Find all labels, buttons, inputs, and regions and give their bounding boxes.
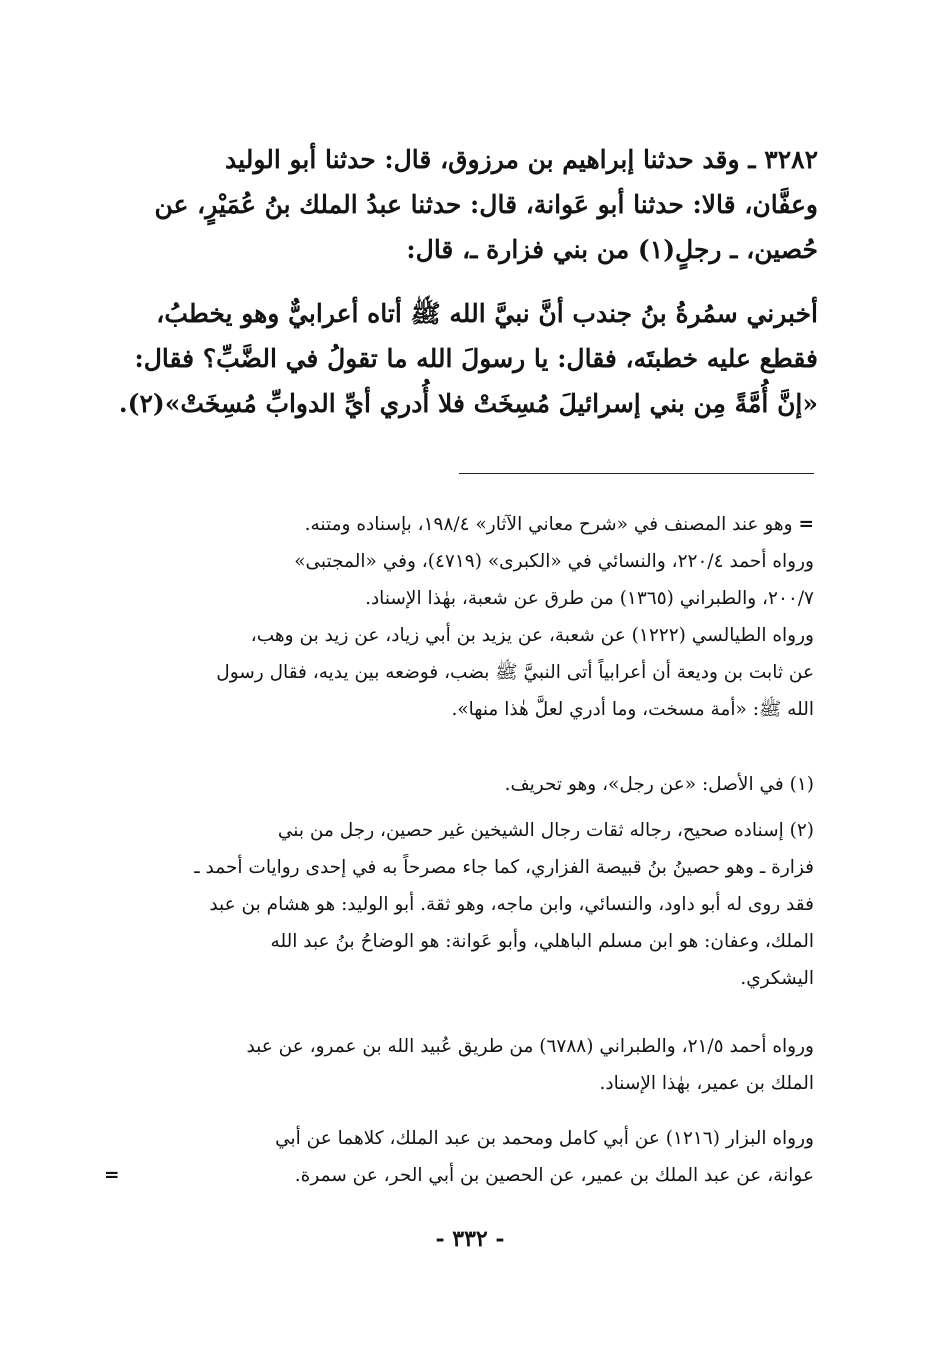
footnote-line: ورواه أحمد ٢١/٥، والطبراني (٦٧٨٨) من طريق عُبيد الله بن عمرو، عن عبد bbox=[246, 1036, 814, 1057]
footnote-line: ورواه الطيالسي (١٢٢٢) عن شعبة، عن يزيد بن أبي زياد، عن زيد بن وهب، bbox=[250, 625, 814, 646]
page-number: - ٣٣٢ - bbox=[435, 1226, 505, 1252]
footnote-1 bbox=[104, 766, 814, 803]
footnote-line: عن ثابت بن وديعة أن أعرابياً أتى النبيَّ ﷺ بضب، فوضعه بين يديه، فقال رسول bbox=[216, 662, 814, 683]
footnote-line: فزارة ـ وهو حصينُ بنُ قبيصة الفزاري، كما جاء مصرحاً به في إحدى روايات أحمد ـ bbox=[194, 857, 814, 878]
footnote-line: عوانة، عن عبد الملك بن عمير، عن الحصين بن أبي الحر، عن سمرة. = bbox=[104, 1157, 814, 1194]
isnad-line-2: وعفَّان، قالا: حدثنا أبو عَوانة، قال: حدثنا عبدُ الملك بنُ عُمَيْرٍ، عن bbox=[154, 190, 818, 219]
footnote-line: ورواه أحمد ٢٢٠/٤، والنسائي في «الكبرى» (٤٧١٩)، وفي «المجتبى» bbox=[294, 551, 814, 572]
matn-line-1: أخبرني سمُرةُ بنُ جندب أنَّ نبيَّ الله ﷺ أتاه أعرابيٌّ وهو يخطبُ، bbox=[156, 299, 818, 328]
footnotes-continued bbox=[104, 506, 814, 728]
footnote-2 bbox=[104, 812, 814, 997]
footnote-line: = وهو عند المصنف في «شرح معاني الآثار» ١٩٨/٤، بإسناده ومتنه. bbox=[304, 514, 814, 535]
footnote-2-continued bbox=[104, 1028, 814, 1102]
continued-mark: = bbox=[798, 514, 814, 535]
footnote-line: فقد روى له أبو داود، والنسائي، وابن ماجه، وهو ثقة. أبو الوليد: هو هشام بن عبد bbox=[209, 894, 814, 915]
footnote-line: اليشكري. bbox=[740, 968, 814, 989]
footnote-line: ورواه البزار (١٢١٦) عن أبي كامل ومحمد بن عبد الملك، كلاهما عن أبي bbox=[275, 1128, 814, 1149]
footnote-line: (١) في الأصل: «عن رجل»، وهو تحريف. bbox=[504, 774, 814, 795]
continues-mark: = bbox=[104, 1165, 120, 1186]
matn-line-3: «إنَّ أُمَّةً مِن بني إسرائيلَ مُسِخَتْ فلا أُدري أيِّ الدوابِّ مُسِخَتْ»(٢). bbox=[118, 389, 818, 418]
matn-block bbox=[100, 291, 818, 426]
footnote-line: الله ﷺ: «أمة مسخت، وما أدري لعلَّ هٰذا منها». bbox=[451, 699, 814, 720]
hadith-block bbox=[100, 137, 818, 272]
hadith-number: ٣٢٨٢ bbox=[764, 145, 818, 174]
matn-line-2: فقطع عليه خطبتَه، فقال: يا رسولَ الله ما تقولُ في الضَّبِّ؟ فقال: bbox=[134, 344, 818, 373]
footnote-line: الملك بن عمير، بهٰذا الإسناد. bbox=[599, 1073, 814, 1094]
footnote-line: ٢٠٠/٧، والطبراني (١٣٦٥) من طرق عن شعبة، بهٰذا الإسناد. bbox=[365, 588, 814, 609]
footnote-line: (٢) إسناده صحيح، رجاله ثقات رجال الشيخين غير حصين، رجل من بني bbox=[277, 820, 814, 841]
footnote-2-last bbox=[104, 1120, 814, 1194]
footnote-separator bbox=[459, 473, 814, 474]
isnad-line-1: ٣٢٨٢ ـ وقد حدثنا إبراهيم بن مرزوق، قال: حدثنا أبو الوليد bbox=[225, 145, 818, 174]
isnad-line-3: حُصين، ـ رجلٍ(١) من بني فزارة ـ، قال: bbox=[406, 235, 818, 264]
footnote-line: الملك، وعفان: هو ابن مسلم الباهلي، وأبو عَوانة: هو الوضاحُ بنُ عبد الله bbox=[270, 931, 814, 952]
